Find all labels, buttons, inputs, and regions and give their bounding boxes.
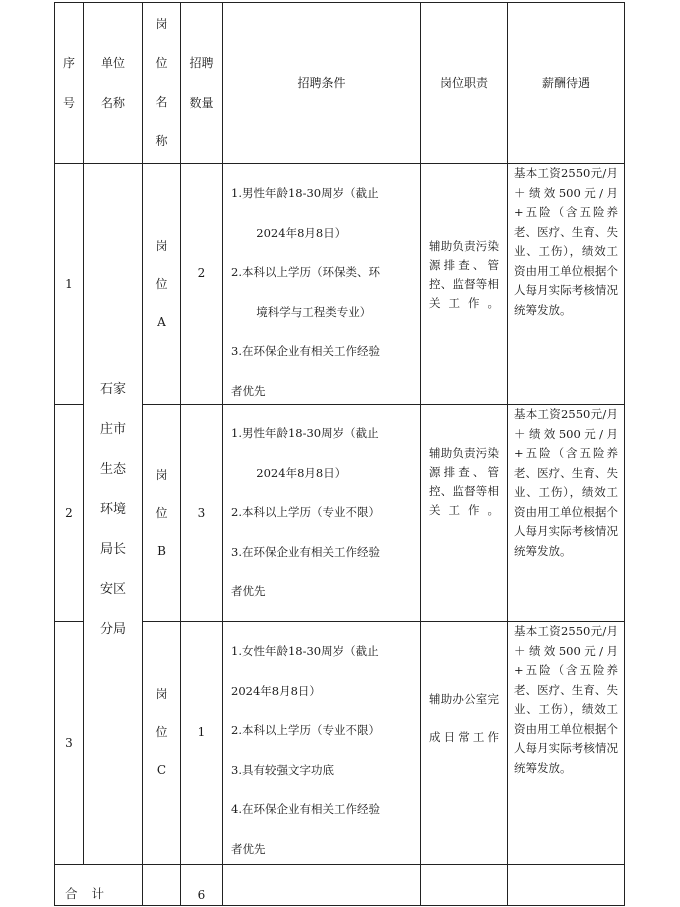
row-3-salary: 基本工资2550元/月＋绩效500元/月+五险（含五险养老、医疗、生育、失业、工伤），绩效工资由用工单位根据个人每月实际考核情况统筹发放。 <box>514 624 618 775</box>
header-conditions: 招聘条件 <box>297 75 346 90</box>
row-2-conditions: 1.男性年龄18-30周岁（截止 2024年8月8日） 2.本科以上学历（专业不限） 3.在环保企业有相关工作经验 者优先 <box>231 426 380 598</box>
row-2-duties: 辅助负责污染源排查、管控、监督等相关工作。 <box>429 446 499 517</box>
header-salary: 薪酬待遇 <box>541 75 590 90</box>
row-3-count: 1 <box>197 725 206 739</box>
row-1-position: 岗 位 A <box>155 239 168 329</box>
header-duties: 岗位职责 <box>439 75 488 90</box>
row-1-conditions: 1.男性年龄18-30周岁（截止 2024年8月8日） 2.本科以上学历（环保类、环 境科学与工程类专业） 3.在环保企业有相关工作经验 者优先 <box>231 186 380 398</box>
row-1-salary: 基本工资2550元/月＋绩效500元/月+五险（含五险养老、医疗、生育、失业、工伤），绩效工资由用工单位根据个人每月实际考核情况统筹发放。 <box>514 166 618 317</box>
total-count: 6 <box>197 888 206 902</box>
row-2-salary: 基本工资2550元/月＋绩效500元/月+五险（含五险养老、医疗、生育、失业、工伤），绩效工资由用工单位根据个人每月实际考核情况统筹发放。 <box>514 407 618 558</box>
row-3-seq: 3 <box>65 736 73 750</box>
row-1-duties: 辅助负责污染源排查、管控、监督等相关工作。 <box>429 239 499 310</box>
header-seq: 序 号 <box>62 56 75 110</box>
row-3-position: 岗 位 C <box>155 687 168 777</box>
row-3-conditions: 1.女性年龄18-30周岁（截止 2024年8月8日） 2.本科以上学历（专业不限） 3.具有较强文字功底 4.在环保企业有相关工作经验 者优先 <box>231 644 380 856</box>
unit-name: 石家 庄市 生态 环境 局长 安区 分局 <box>99 382 126 637</box>
header-position: 岗 位 名 称 <box>155 17 168 148</box>
header-unit: 单位 名称 <box>100 56 125 110</box>
row-3-duties: 辅助办公室完成日常工作 <box>429 692 499 744</box>
row-1-seq: 1 <box>65 277 73 291</box>
row-2-count: 3 <box>197 506 206 520</box>
total-label: 合 计 <box>65 886 104 901</box>
row-1-count: 2 <box>197 265 206 280</box>
header-count: 招聘 数量 <box>189 56 214 110</box>
row-2-seq: 2 <box>65 506 73 520</box>
row-2-position: 岗 位 B <box>155 468 168 558</box>
